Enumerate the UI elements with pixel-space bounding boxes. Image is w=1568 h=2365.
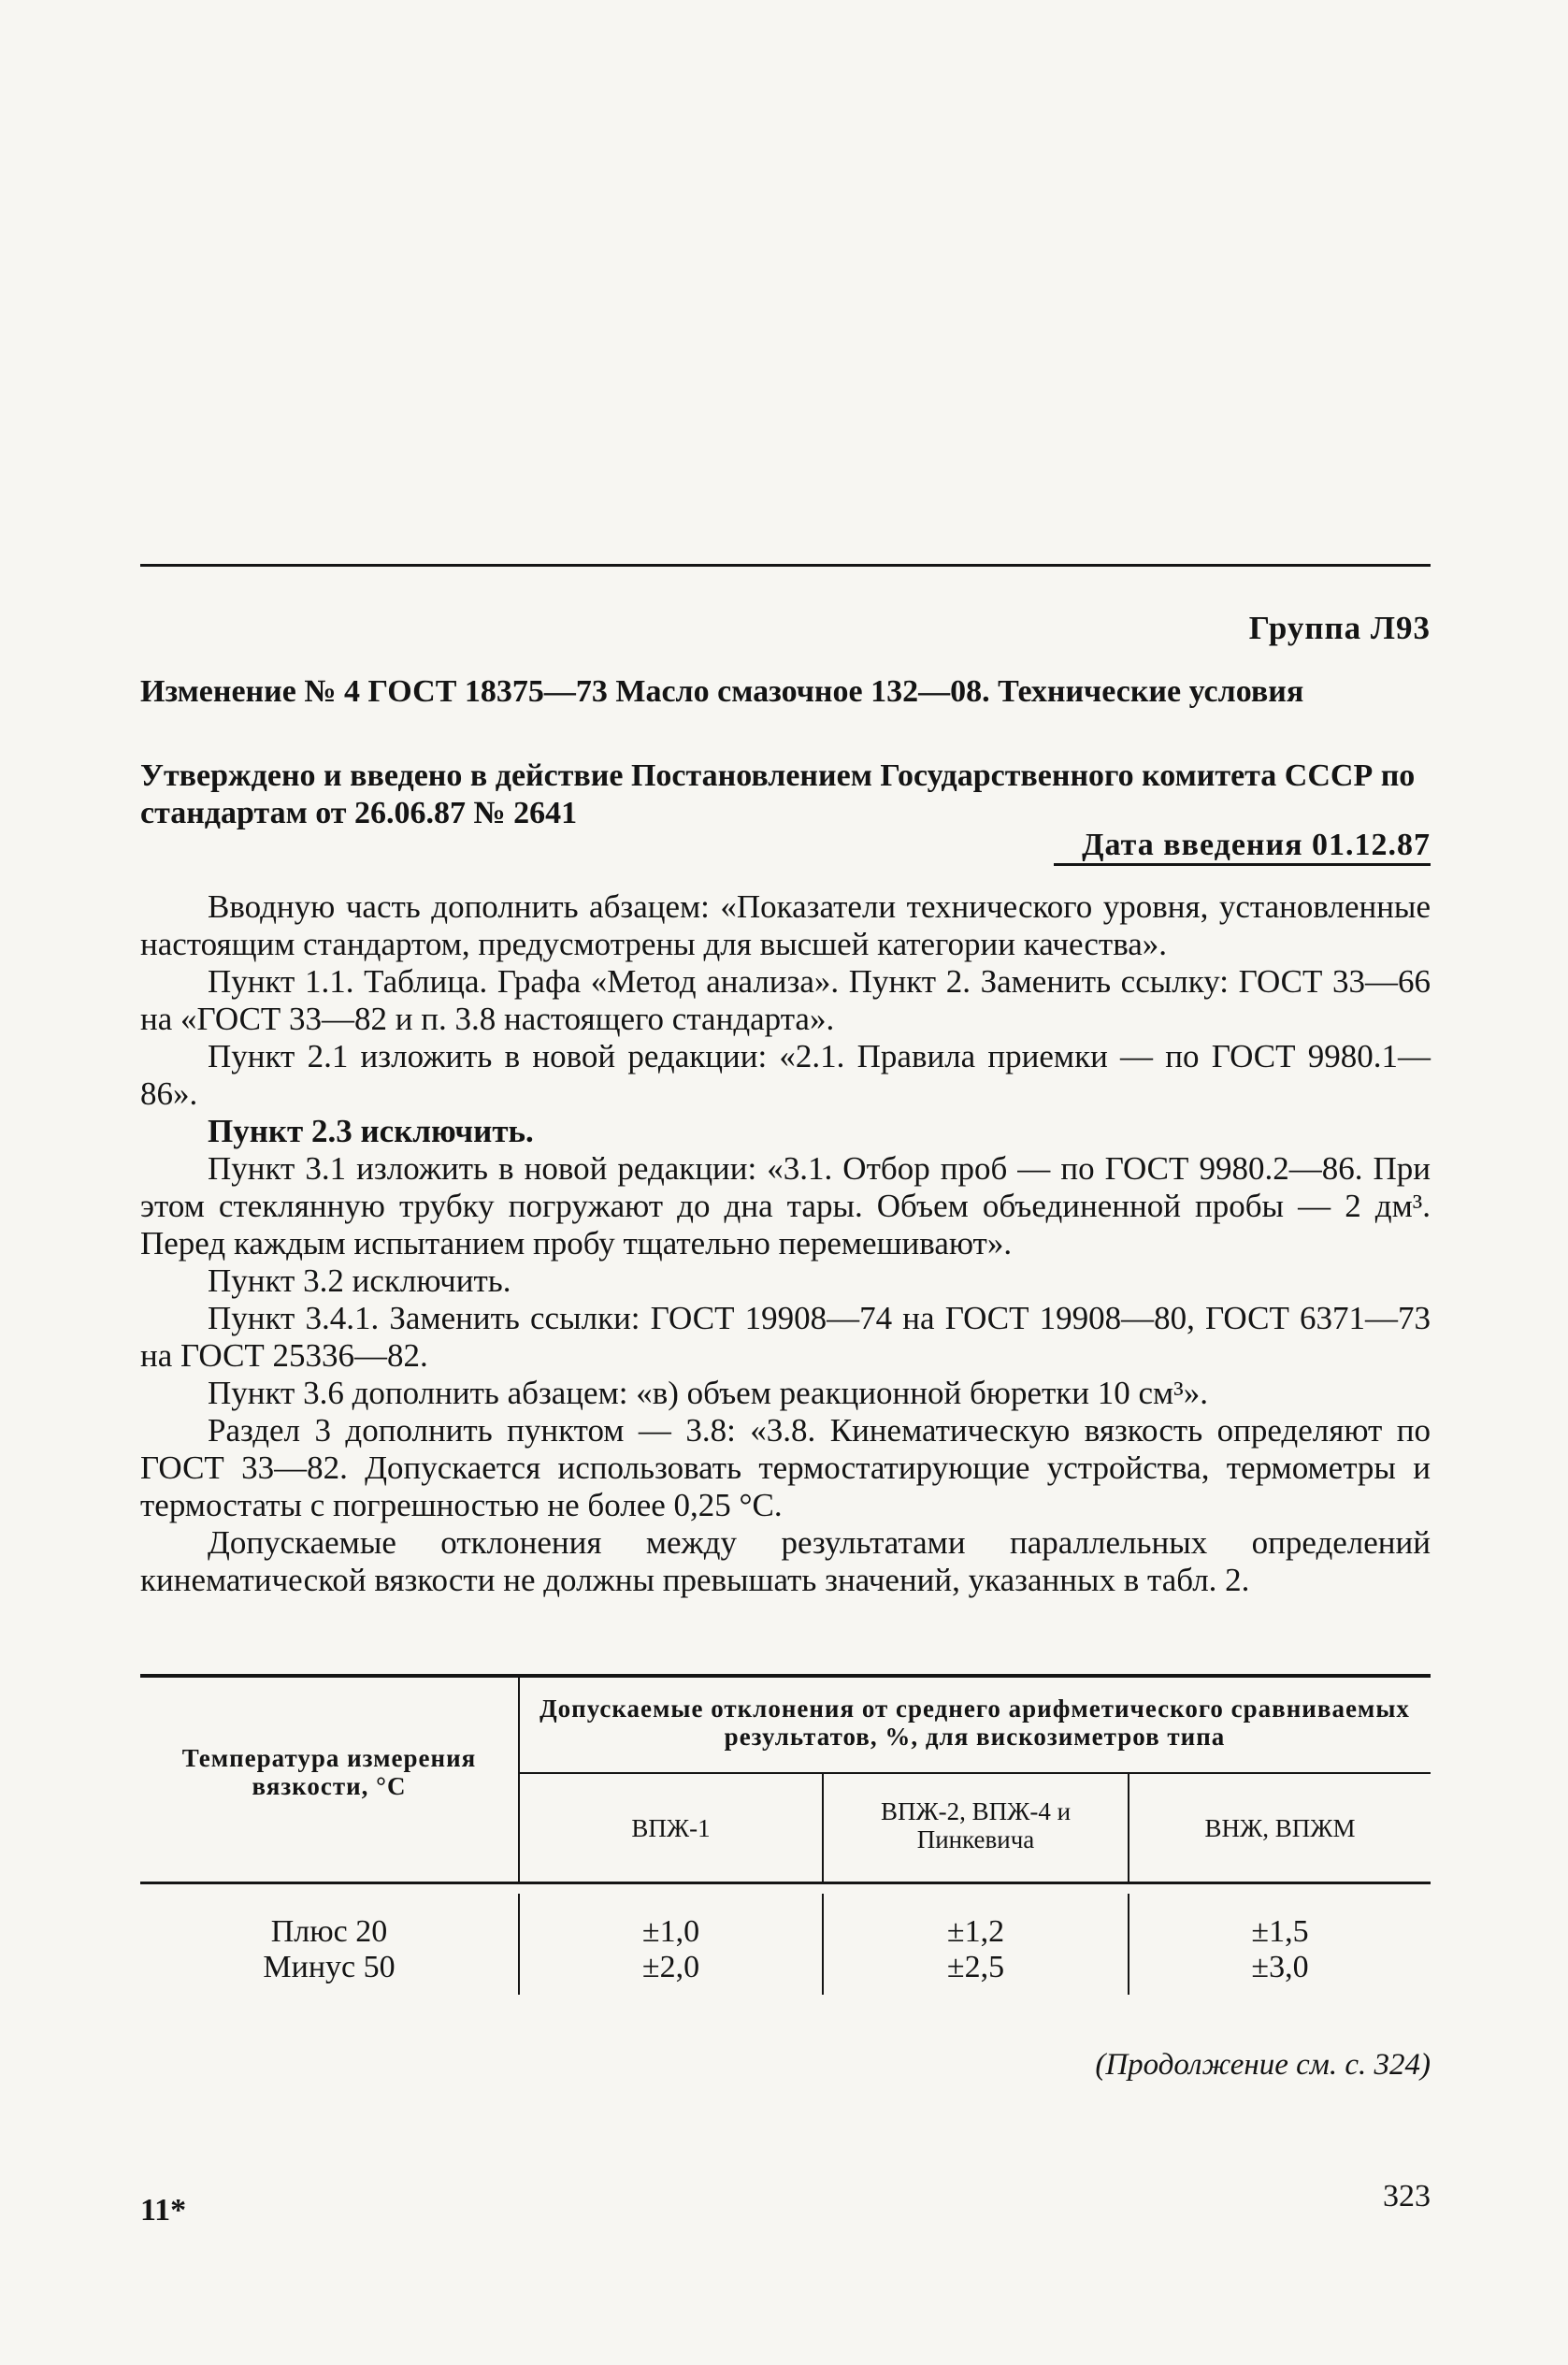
paragraph: Допускаемые отклонения между результатами параллельных определений кинематической вязкости не должны превышать значений, указанных в табл. 2. [140,1524,1431,1598]
paragraph: Пункт 2.3 исключить. [208,1113,534,1149]
table-cell-temp: Минус 50 [263,1950,396,1984]
group-header-tolerances: Допускаемые отклонения от среднего арифметического сравниваемых результатов, %, для вискозиметров типа [539,1694,1410,1751]
approval-statement: Утверждено и введено в действие Постановлением Государственного комитета СССР по стандартам от 26.06.87 № 2641 [140,758,1416,830]
table-subheader-rule [519,1772,1431,1774]
paragraph: Раздел 3 дополнить пунктом — 3.8: «3.8. Кинематическую вязкость определяют по ГОСТ 33—82. Допускается использовать термостатирующие устройства, термометры и термостаты с погрешностью не более 0,25 °С. [140,1412,1431,1523]
column-header-vpzh1: ВПЖ-1 [631,1814,711,1842]
top-rule [140,564,1431,567]
paragraph: Пункт 3.2 исключить. [208,1262,511,1299]
table-header-rule [140,1882,1431,1884]
paragraph: Пункт 3.4.1. Заменить ссылки: ГОСТ 19908—74 на ГОСТ 19908—80, ГОСТ 6371—73 на ГОСТ 25336—82. [140,1300,1431,1374]
group-label: Группа Л93 [1248,610,1431,646]
document-title: Изменение № 4 ГОСТ 18375—73 Масло смазочное 132—08. Технические условия [140,674,1304,709]
column-header-vnzh: ВНЖ, ВПЖМ [1204,1814,1356,1842]
table-cell-value: ±1,2 [946,1914,1005,1949]
column-header-vpzh2: ВПЖ-2, ВПЖ-4 и Пинкевича [880,1797,1072,1853]
signature-mark: 11* [140,2193,187,2228]
paragraph: Пункт 3.6 дополнить абзацем: «в) объем реакционной бюретки 10 см³». [208,1375,1208,1411]
table-divider [518,1678,520,1882]
table-cell-temp: Плюс 20 [270,1914,388,1949]
paragraph: Пункт 1.1. Таблица. Графа «Метод анализа». Пункт 2. Заменить ссылку: ГОСТ 33—66 на «ГОСТ 33—82 и п. 3.8 настоящего стандарта». [140,963,1431,1037]
paragraph: Пункт 2.1 изложить в новой редакции: «2.1. Правила приемки — по ГОСТ 9980.1—86». [140,1038,1431,1112]
table-top-rule [140,1674,1431,1678]
table-cell-value: ±3,0 [1251,1950,1309,1984]
page-number: 323 [1383,2179,1431,2214]
column-header-temperature: Температура измерения вязкости, °С [181,1744,477,1800]
effective-date: Дата введения 01.12.87 [1054,828,1431,866]
table-cell-value: ±1,0 [641,1914,700,1949]
continuation-note: (Продолжение см. с. 324) [1095,2048,1431,2082]
document-body [140,888,1431,1599]
paragraph: Пункт 3.1 изложить в новой редакции: «3.1. Отбор проб — по ГОСТ 9980.2—86. При этом стеклянную трубку погружают до дна тары. Объем объединенной пробы — 2 дм³. Перед каждым испытанием пробу тщательно перемешивают». [140,1150,1431,1262]
table-cell-value: ±2,5 [946,1950,1005,1984]
table-cell-value: ±1,5 [1251,1914,1309,1949]
table-cell-value: ±2,0 [641,1950,700,1984]
paragraph: Вводную часть дополнить абзацем: «Показатели технического уровня, установленные настоящим стандартом, предусмотрены для высшей категории качества». [140,888,1431,962]
